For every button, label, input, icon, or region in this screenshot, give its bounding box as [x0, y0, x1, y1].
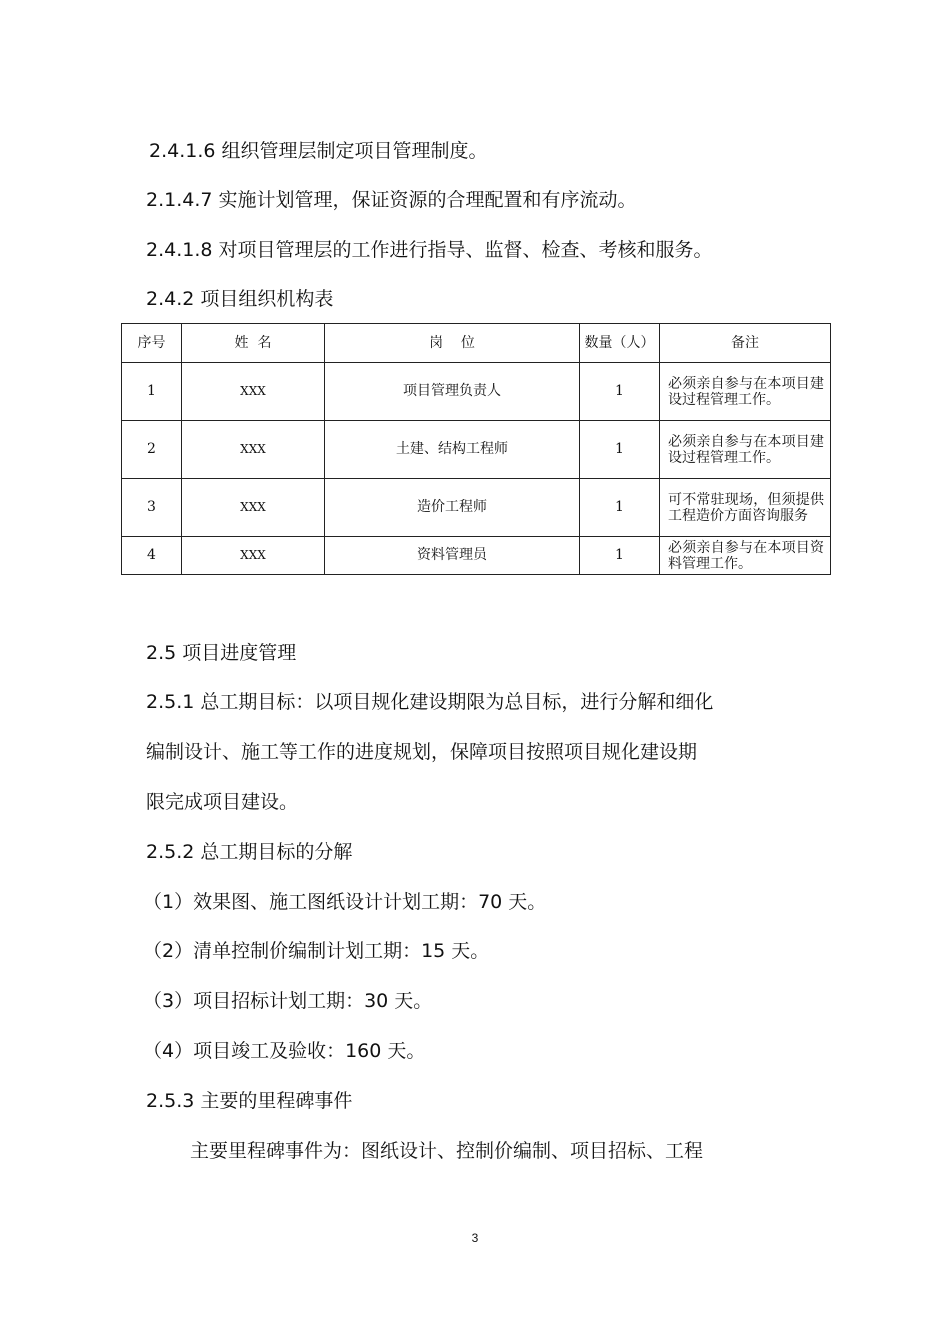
cell-index: 2 — [122, 421, 182, 479]
table-caption: 2.4.2 项目组织机构表 — [146, 288, 334, 310]
paragraph-2-4-1-6: 2.4.1.6 组织管理层制定项目管理制度。 — [149, 140, 488, 162]
list-item-2: （2）清单控制价编制计划工期：15 天。 — [143, 940, 490, 962]
cell-name: XXX — [182, 479, 325, 537]
cell-index: 4 — [122, 537, 182, 575]
paragraph-milestones: 主要里程碑事件为：图纸设计、控制价编制、项目招标、工程 — [190, 1140, 704, 1162]
cell-position: 资料管理员 — [325, 537, 580, 575]
cell-name: XXX — [182, 363, 325, 421]
cell-remarks: 必须亲自参与在本项目资料管理工作。 — [660, 537, 831, 575]
org-structure-table — [121, 323, 831, 575]
cell-remarks: 必须亲自参与在本项目建设过程管理工作。 — [660, 363, 831, 421]
cell-quantity: 1 — [580, 537, 660, 575]
table-row — [122, 363, 831, 421]
cell-quantity: 1 — [580, 421, 660, 479]
heading-2-5-3: 2.5.3 主要的里程碑事件 — [146, 1090, 353, 1112]
cell-position: 项目管理负责人 — [325, 363, 580, 421]
cell-remarks: 可不常驻现场，但须提供工程造价方面咨询服务 — [660, 479, 831, 537]
cell-quantity: 1 — [580, 363, 660, 421]
paragraph-2-5-1-line3: 限完成项目建设。 — [146, 791, 299, 813]
table-header-row — [122, 324, 831, 363]
heading-2-5: 2.5 项目进度管理 — [146, 642, 297, 664]
paragraph-2-5-1-line2: 编制设计、施工等工作的进度规划，保障项目按照项目规化建设期 — [146, 741, 698, 763]
paragraph-2-4-1-8: 2.4.1.8 对项目管理层的工作进行指导、监督、检查、考核和服务。 — [146, 239, 713, 261]
list-item-3: （3）项目招标计划工期：30 天。 — [143, 990, 433, 1012]
table-row — [122, 421, 831, 479]
table-row — [122, 537, 831, 575]
cell-remarks: 必须亲自参与在本项目建设过程管理工作。 — [660, 421, 831, 479]
list-item-4: （4）项目竣工及验收：160 天。 — [143, 1040, 426, 1062]
heading-2-5-2: 2.5.2 总工期目标的分解 — [146, 841, 353, 863]
paragraph-2-5-1-line1: 2.5.1 总工期目标：以项目规化建设期限为总目标，进行分解和细化 — [146, 691, 714, 713]
table-row — [122, 479, 831, 537]
header-position: 岗 位 — [325, 324, 580, 363]
cell-position: 造价工程师 — [325, 479, 580, 537]
header-name: 姓 名 — [182, 324, 325, 363]
header-index: 序号 — [122, 324, 182, 363]
header-quantity: 数量（人） — [580, 324, 660, 363]
cell-quantity: 1 — [580, 479, 660, 537]
page-number: 3 — [471, 1231, 479, 1245]
cell-name: XXX — [182, 537, 325, 575]
paragraph-2-1-4-7: 2.1.4.7 实施计划管理，保证资源的合理配置和有序流动。 — [146, 189, 637, 211]
cell-index: 3 — [122, 479, 182, 537]
list-item-1: （1）效果图、施工图纸设计计划工期：70 天。 — [143, 891, 547, 913]
cell-index: 1 — [122, 363, 182, 421]
cell-name: XXX — [182, 421, 325, 479]
cell-position: 土建、结构工程师 — [325, 421, 580, 479]
header-remarks: 备注 — [660, 324, 831, 363]
